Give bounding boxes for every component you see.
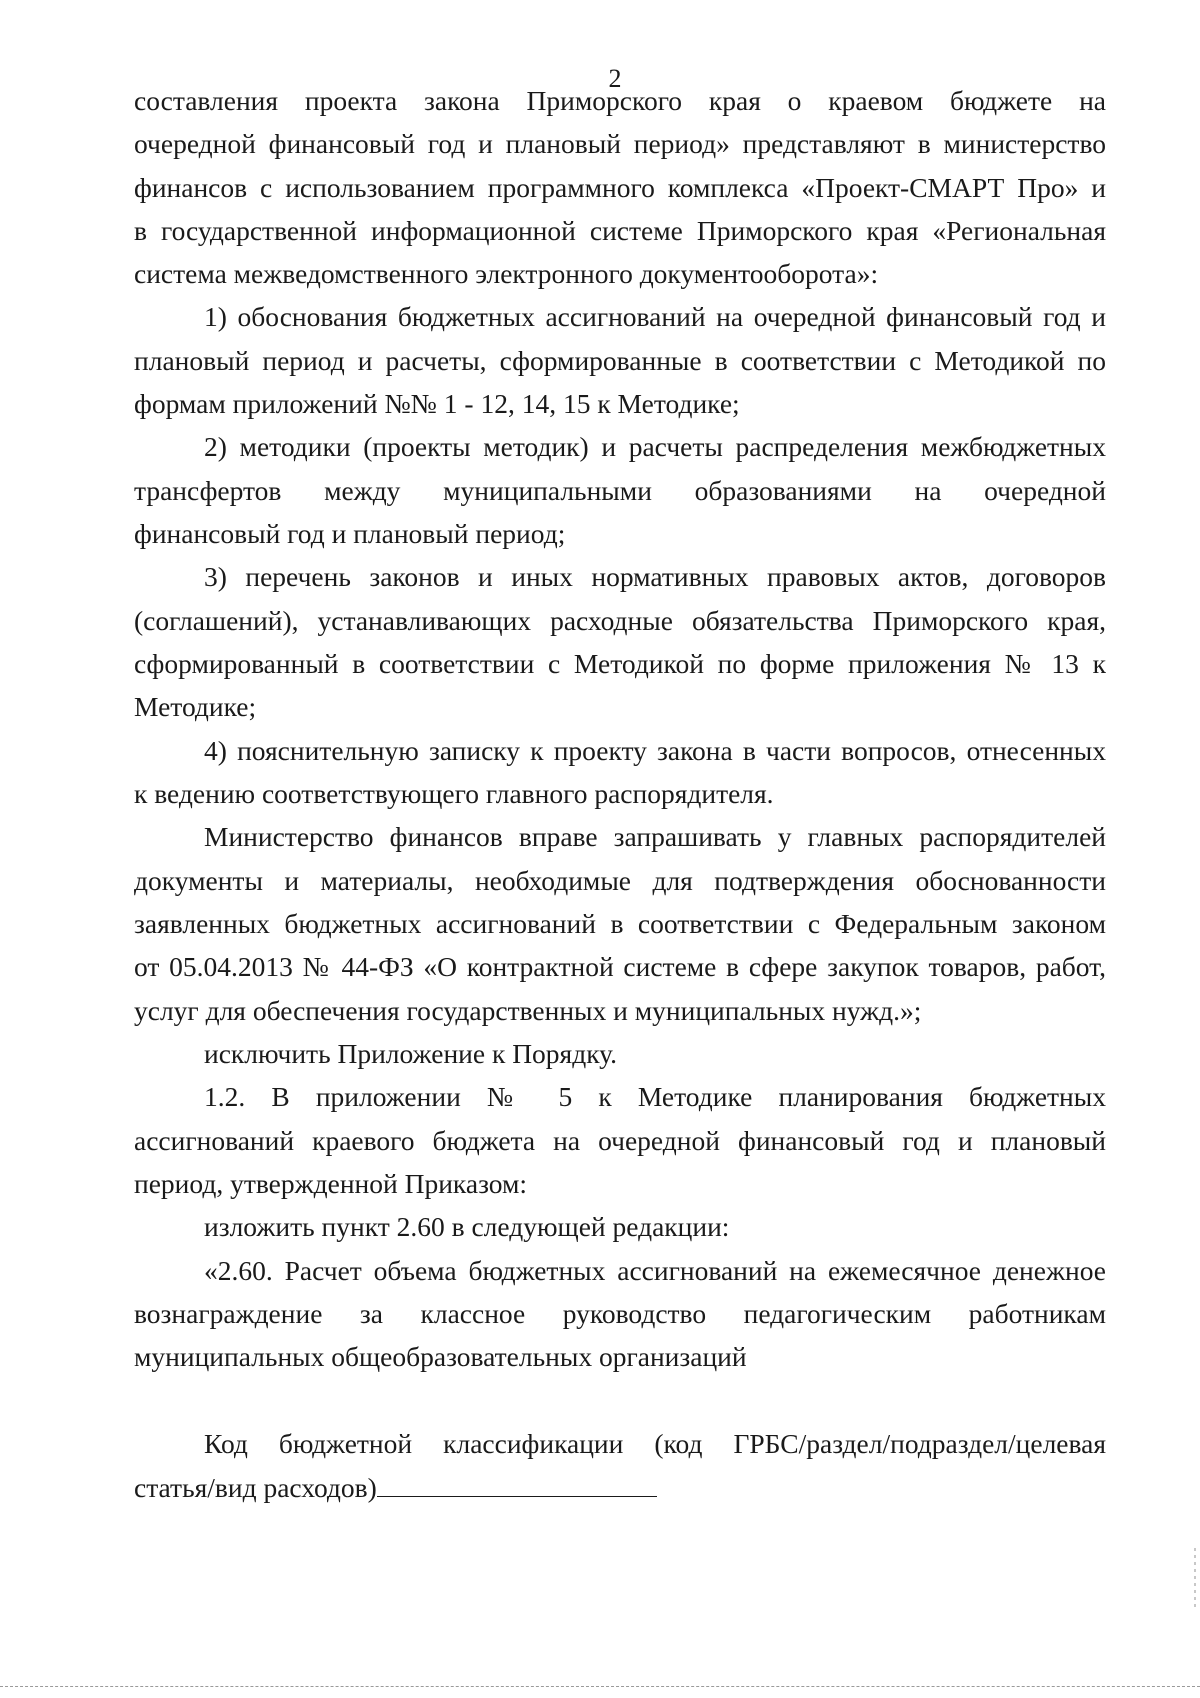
text-line: муниципальных общеобразовательных организаций bbox=[134, 1341, 747, 1372]
text-line: сформированный в соответствии с Методикой по форме приложения № 13 к bbox=[134, 648, 1106, 679]
text-line: очередной финансовый год и плановый период» представляют в министерство bbox=[134, 128, 1106, 159]
text-line: вознаграждение за классное руководство педагогическим работникам bbox=[134, 1298, 1106, 1329]
text-line: (соглашений), устанавливающих расходные обязательства Приморского края, bbox=[134, 605, 1106, 636]
text-line: финансов с использованием программного комплекса «Проект-СМАРТ Про» и bbox=[134, 172, 1106, 203]
text-line: 2) методики (проекты методик) и расчеты распределения межбюджетных bbox=[204, 431, 1106, 462]
text-line: плановый период и расчеты, сформированные в соответствии с Методикой по bbox=[134, 345, 1106, 376]
text-line: исключить Приложение к Порядку. bbox=[204, 1038, 618, 1069]
text-line: от 05.04.2013 № 44-ФЗ «О контрактной системе в сфере закупок товаров, работ, bbox=[134, 951, 1106, 982]
text-line: статья/вид расходов) bbox=[134, 1472, 377, 1503]
page-bottom-edge bbox=[0, 1686, 1200, 1687]
text-line: формам приложений №№ 1 - 12, 14, 15 к Методике; bbox=[134, 388, 740, 419]
text-line: система межведомственного электронного документооборота»: bbox=[134, 258, 879, 289]
text-line: к ведению соответствующего главного распорядителя. bbox=[134, 778, 774, 809]
fill-in-blank bbox=[377, 1470, 657, 1497]
text-line: 3) перечень законов и иных нормативных правовых актов, договоров bbox=[204, 561, 1106, 592]
text-line: трансфертов между муниципальными образованиями на очередной bbox=[134, 475, 1106, 506]
text-line: 4) пояснительную записку к проекту закона в части вопросов, отнесенных bbox=[204, 735, 1106, 766]
text-line: в государственной информационной системе Приморского края «Региональная bbox=[134, 215, 1106, 246]
text-line: 1) обоснования бюджетных ассигнований на очередной финансовый год и bbox=[204, 301, 1106, 332]
text-line: изложить пункт 2.60 в следующей редакции: bbox=[204, 1211, 730, 1242]
text-line: «2.60. Расчет объема бюджетных ассигнований на ежемесячное денежное bbox=[204, 1255, 1106, 1286]
text-line: 1.2. В приложении № 5 к Методике планирования бюджетных bbox=[204, 1081, 1106, 1112]
text-line: документы и материалы, необходимые для подтверждения обоснованности bbox=[134, 865, 1106, 896]
text-line: заявленных бюджетных ассигнований в соответствии с Федеральным законом bbox=[134, 908, 1106, 939]
text-line: составления проекта закона Приморского края о краевом бюджете на bbox=[134, 85, 1106, 116]
text-line: Министерство финансов вправе запрашивать у главных распорядителей bbox=[204, 821, 1106, 852]
text-line: ассигнований краевого бюджета на очередной финансовый год и плановый bbox=[134, 1125, 1106, 1156]
text-line: Код бюджетной классификации (код ГРБС/раздел/подраздел/целевая bbox=[204, 1428, 1106, 1459]
scan-edge-mark bbox=[1194, 1548, 1196, 1608]
page-number: 2 bbox=[608, 64, 622, 93]
blank-field-line bbox=[134, 1470, 1106, 1505]
text-line: услуг для обеспечения государственных и муниципальных нужд.»; bbox=[134, 995, 922, 1026]
text-line: финансовый год и плановый период; bbox=[134, 518, 566, 549]
text-line: период, утвержденной Приказом: bbox=[134, 1168, 528, 1199]
text-line: Методике; bbox=[134, 691, 257, 722]
